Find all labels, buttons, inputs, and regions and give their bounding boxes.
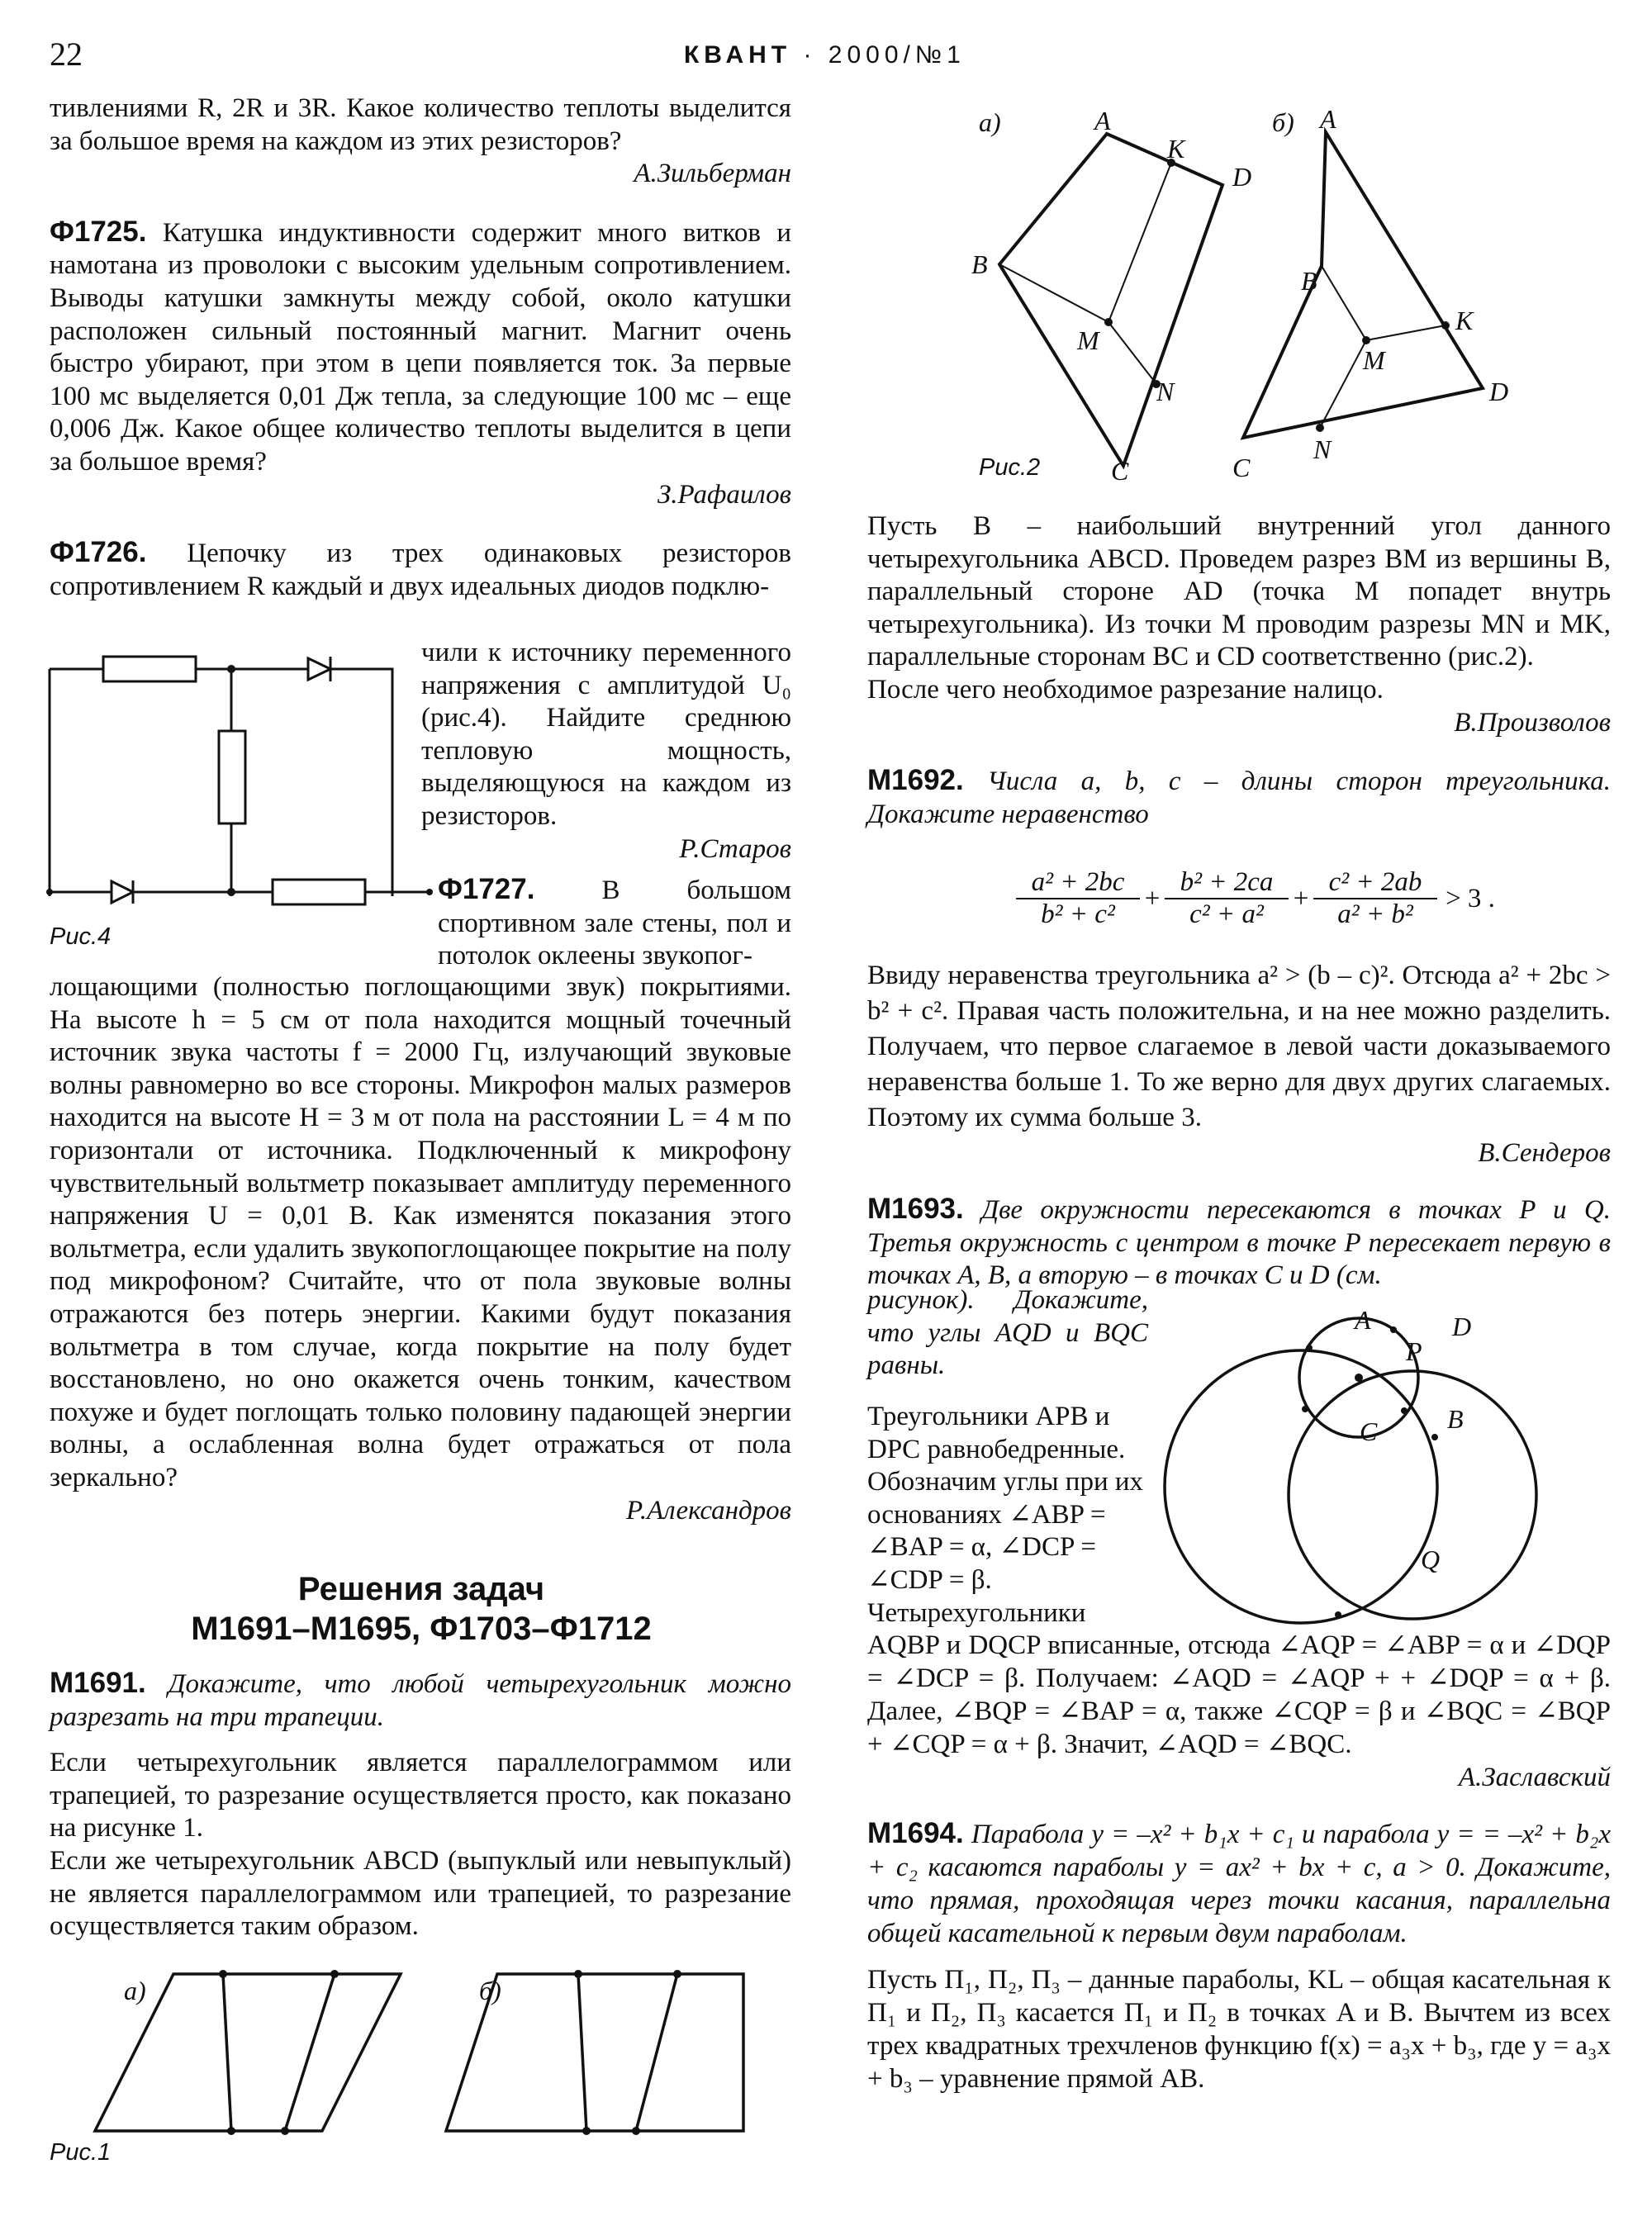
figure-2-caption: Рис.2 [979,454,1041,481]
problem-id: Ф1727. [438,873,535,905]
figure-1 [50,1957,793,2147]
journal-issue: · 2000/№1 [803,41,966,69]
page-number: 22 [50,36,83,73]
denominator: a² + b² [1337,899,1413,929]
problem-m1692 [867,764,1611,831]
problem-id: М1692. [867,764,964,797]
m1691-solution [867,510,1611,831]
point-label-A: A [1355,1305,1371,1335]
problem-text: Цепочку из трех одинаковых резисторов сопротивлением R каждый и двух идеальных диодов подклю- [50,539,791,601]
point-label-M: M [1077,325,1099,355]
point-label-Q: Q [1421,1545,1441,1574]
section-title-line-2: М1691–М1695, Ф1703–Ф1712 [191,1611,652,1647]
paragraph: После чего необходимое разрезание налицо. [867,674,1384,705]
point-label-C: C [1111,456,1129,486]
point-label-D: D [1489,377,1509,406]
circuit-node-dots [227,665,235,673]
point-label-D: D [1452,1312,1472,1341]
m1691-block [50,1667,791,1943]
problem-f1727 [438,873,791,973]
author: В.Сендеров [1478,1138,1611,1168]
paragraph: Пусть Π₁, Π₂, Π₃ – данные параболы, KL – общая касательная к Π₁ и Π₂, Π₃ касается Π₁ и Π₂ в точках A и B. Вычтем из всех трех квадратных трехчленов функцию f(x) = a₃x + b₃, где y = a₃x + b₃ – уравнение прямой AB. [867,1965,1611,2094]
m1692-solution [867,958,1611,1293]
f1726-continued [421,637,791,866]
problem-m1694 [867,1817,1611,1950]
circuit-figure-4 [45,632,425,880]
paragraph: чили к источнику переменного напряжения с амплитудой U₀ (рис.4). Найдите среднюю тепловую мощность, выделяющуюся на каждом из резисторов. [421,638,791,831]
figure-2 [867,99,1594,479]
figure-1-label-b: б) [479,1976,501,2005]
f1727-body [50,971,791,1527]
m1693-solution-part1 [867,1401,1148,1630]
fraction-3 [1313,867,1437,930]
problem-text: Две окружности пересекаются в точках P и Q. Третья окружность с центром в точке P пересекает первую в точках A, B, а вторую – в точках C и D (см. [867,1195,1612,1291]
problem-id: Ф1726. [50,536,147,569]
problem-text: Числа a, b, c – длины сторон треугольника. Докажите неравенство [867,766,1612,829]
paragraph: Треугольники APB и DPC равнобедренные. Обозначим углы при их основаниях ∠ABP = ∠BAP = α, ∠DCP = ∠CDP = β. Четырехугольники [867,1402,1144,1628]
point-label-B: B [1447,1404,1464,1434]
point-label-D: D [1232,162,1252,192]
section-title [50,1569,793,1649]
problem-id: Ф1725. [50,215,147,248]
paragraph: Ввиду неравенства треугольника a² > (b – c)². Отсюда a² + 2bc > b² + c². Правая часть положительна, и на нее можно разделить. Получаем, что первое слагаемое в левой части доказываемого неравенства больше 1. То же верно для двух других слагаемых. Поэтому их сумма больше 3. [867,961,1611,1132]
figure-2-label-b: б) [1272,107,1294,137]
figure-1-caption: Рис.1 [50,2139,112,2166]
problem-id: М1691. [50,1667,146,1699]
problem-id: М1693. [867,1193,964,1225]
point-label-N: N [1156,377,1175,406]
journal-name: КВАНТ [684,41,792,69]
problem-m1693 [867,1193,1611,1293]
point-label-P: P [1406,1336,1422,1366]
numerator: b² + 2ca [1165,867,1289,899]
author: Р.Александров [626,1495,791,1526]
point-label-A: A [1094,106,1111,135]
journal-header [684,41,966,69]
author: З.Рафаилов [657,479,791,510]
figure-4-caption: Рис.4 [50,923,112,950]
formula-tail: > 3 . [1446,884,1495,913]
m1693-question-cont [867,1284,1148,1383]
numerator: c² + 2ab [1313,867,1437,899]
m1693-solution-part2 [867,1629,1611,2095]
circles-figure [1165,1305,1627,1635]
author: В.Произволов [1454,707,1611,738]
problem-text: В большом спортивном зале стены, пол и потолок оклеены звукопог- [438,875,791,971]
paragraph: лощающими (полностью поглощающими звук) покрытиями. На высоте h = 5 см от пола находится мощный точечный источник звука частоты f = 2000 Гц, излучающий звуковые волны равномерно во все стороны. Микрофон малых размеров находится на высоте H = 3 м от пола на расстоянии L = 4 м по горизонтали от источника. Подключенный к микрофону чувствительный вольтметр показывает амплитуду переменного напряжения U = 0,01 В. Как изменятся показания этого вольтметра, если удалить звукопоглощающее покрытие на полу под микрофоном? Считайте, что от пола звуковые волны отражаются без потерь энергии. Какими будут показания вольтметра в том случае, когда покрытие на полу будет восстановлено, но оно окажется очень тонким, качеством похуже и будет поглощать только половину падающей энергии волны, а ослабленная волна будет отражаться от пола зеркально? [50,972,791,1492]
section-title-line-1: Решения задач [297,1571,545,1607]
point-label-B: B [1301,266,1317,296]
point-label-A: A [1320,104,1336,134]
point-label-M: M [1363,345,1385,375]
author: А.Зильберман [634,159,791,189]
problem-text: Катушка индуктивности содержит много витков и намотана из проволоки с высоким удельным сопротивлением. Выводы катушки замкнуты между собой, около катушки расположен сильный постоянный магнит. Магнит очень быстро убирают, при этом в цепи появляется ток. За первые 100 мс выделяется 0,01 Дж тепла, за следующие 100 мс – еще 0,006 Дж. Какое общее количество теплоты выделится в цепи за большое время? [50,217,792,477]
paragraph: Пусть B – наибольший внутренний угол данного четырехугольника ABCD. Проведем разрез BM из вершины B, параллельный стороне AD (точка M попадет внутрь четырехугольника). Из точки M проводим разрезы MN и MK, параллельные сторонам BC и CD соответственно (рис.2). [867,511,1611,672]
problem-m1691 [50,1667,791,1734]
point-label-K: K [1167,134,1185,164]
plus-sign: + [1144,884,1161,913]
point-label-C: C [1360,1416,1378,1446]
point-label-K: K [1455,306,1474,335]
numerator: a² + 2bc [1016,867,1140,899]
problem-f1725 [50,216,791,479]
point-label-C: C [1232,453,1251,482]
problem-text: Докажите, что любой четырехугольник можно разрезать на три трапеции. [50,1669,791,1732]
fraction-1 [1016,867,1140,930]
m1692-formula [1016,867,1495,950]
figure-1-label-a: а) [124,1976,146,2005]
problem-f1726 [50,536,791,603]
denominator: b² + c² [1041,899,1115,929]
paragraph: Если же четырехугольник ABCD (выпуклый или невыпуклый) не является параллелограммом или трапецией, то разрезание осуществляется таким образом. [50,1845,791,1942]
point-label-B: B [971,249,988,279]
paragraph: рисунок). Докажите, что углы AQD и BQC равны. [867,1285,1148,1381]
problem-id: М1694. [867,1817,964,1849]
author: Р.Старов [679,833,791,864]
point-label-N: N [1313,434,1332,464]
denominator: c² + a² [1189,899,1264,929]
fraction-2 [1165,867,1289,930]
author: А.Заславский [1458,1763,1611,1792]
paragraph: Если четырехугольник является параллелограммом или трапецией, то разрезание осуществляется просто, как показано на рисунке 1. [50,1748,791,1844]
plus-sign: + [1293,884,1309,913]
figure-2-label-a: а) [979,107,1001,137]
f1727-head [438,873,791,973]
left-top-block [50,93,791,603]
problem-text: Парабола y = –x² + b₁x + c₁ и парабола y = = –x² + b₂x + c₂ касаются параболы y = ax² + bx + c, a > 0. Докажите, что прямая, проходящая через точки касания, параллельна общей касательной к первым двум параболам. [867,1820,1611,1948]
paragraph: тивлениями R, 2R и 3R. Какое количество теплоты выделится за большое время на каждом из этих резисторов? [50,93,791,156]
paragraph: AQBP и DQCP вписанные, отсюда ∠AQP = ∠ABP = α и ∠DQP = ∠DCP = β. Получаем: ∠AQD = ∠AQP + + ∠DQP = α + β. Далее, ∠BQP = ∠BAP = α, также ∠CQP = β и ∠BQC = ∠BQP + ∠CQP = α + β. Значит, ∠AQD = ∠BQC. [867,1630,1611,1759]
